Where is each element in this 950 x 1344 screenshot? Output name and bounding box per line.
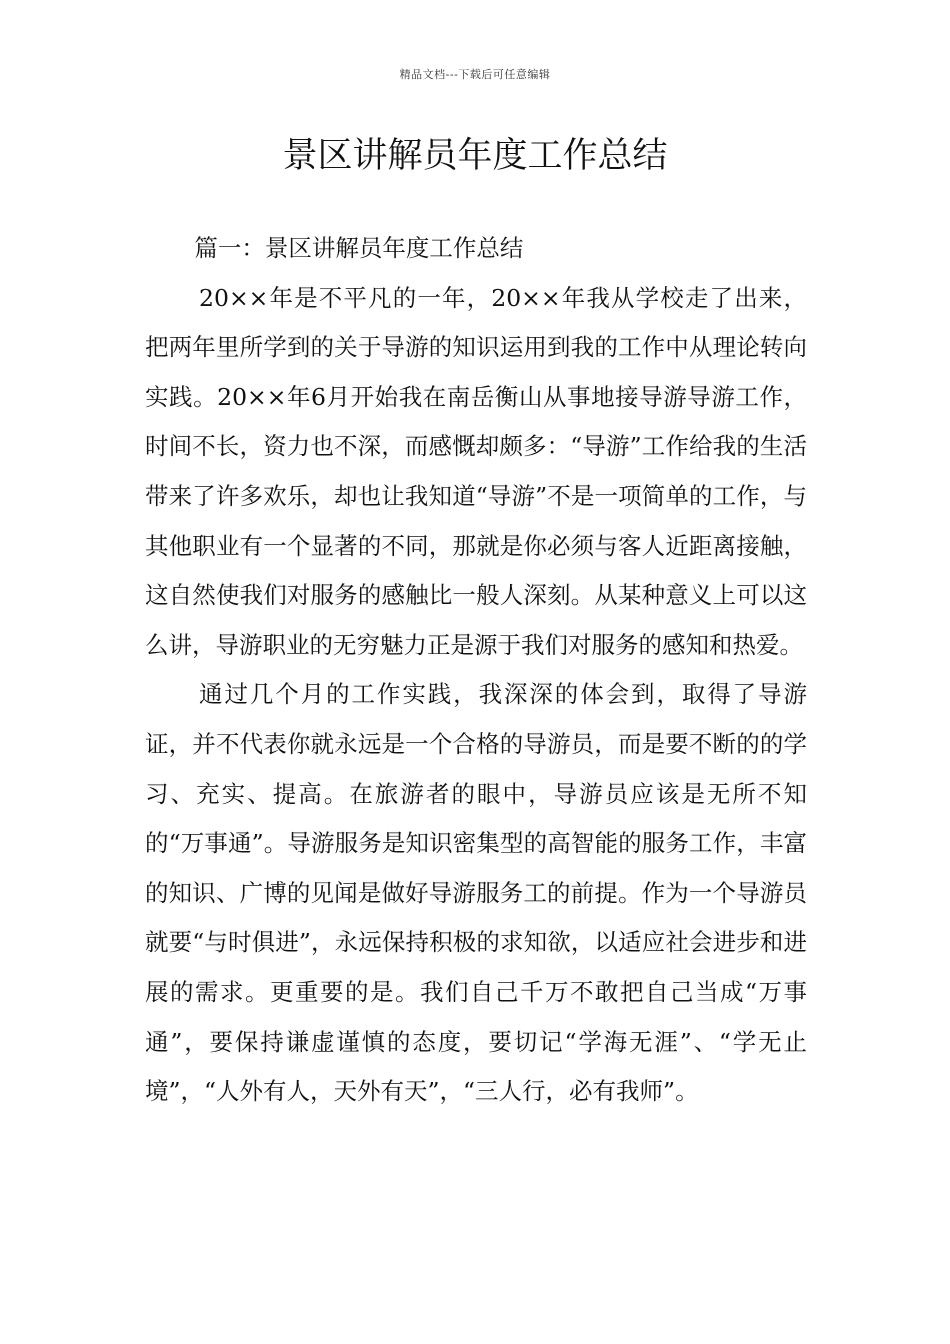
- paragraph-2: 通过几个月的工作实践，我深深的体会到，取得了导游证，并不代表你就永远是一个合格的导游员，而是要不断的的学习、充实、提高。在旅游者的眼中，导游员应该是无所不知的“万事通”。导游服务是知识密集型的高智能的服务工作，丰富的知识、广博的见闻是做好导游服务工的前提。作为一个导游员就要“与时俱进”，永远保持积极的求知欲，以适应社会进步和进展的需求。更重要的是。我们自己千万不敢把自己当成“万事通”，要保持谦虚谨慎的态度，要切记“学海无涯”、“学无止境”，“人外有人，天外有天”，“三人行，必有我师”。: [145, 680, 807, 1106]
- document-title: 景区讲解员年度工作总结: [282, 136, 668, 176]
- paragraph-1: 20××年是不平凡的一年，20××年我从学校走了出来，把两年里所学到的关于导游的知识运用到我的工作中从理论转向实践。20××年6月开始我在南岳衡山从事地接导游导游工作，时间不长，资力也不深，而感慨却颇多：“导游”工作给我的生活带来了许多欢乐，却也让我知道“导游”不是一项简单的工作，与其他职业有一个显著的不同，那就是你必须与客人近距离接触，这自然使我们对服务的感触比一般人深刻。从某种意义上可以这么讲，导游职业的无穷魅力正是源于我们对服务的感知和热爱。: [145, 283, 807, 659]
- document-body: [145, 224, 807, 1117]
- header-note: 精品文档---下载后可任意编辑: [399, 68, 551, 81]
- section-title: 篇一：景区讲解员年度工作总结: [194, 234, 524, 262]
